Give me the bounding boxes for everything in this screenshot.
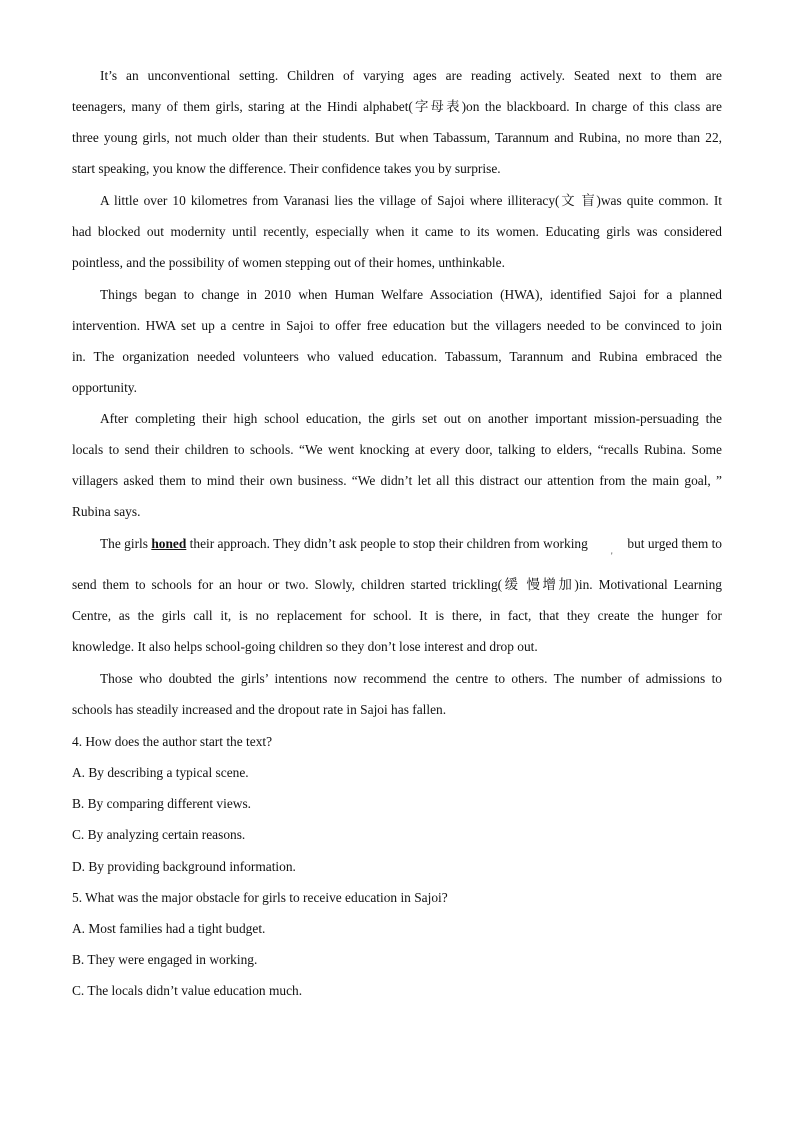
- question-5-option-b[interactable]: B. They were engaged in working.: [72, 952, 258, 967]
- question-4-stem: 4. How does the author start the text?: [72, 734, 273, 749]
- paragraph-1: [72, 60, 722, 184]
- text-line: knowledge. It also helps school-going children so they don’t lose interest and drop out.: [72, 639, 538, 654]
- text-line: pointless, and the possibility of women stepping out of their homes, unthinkable.: [72, 255, 505, 270]
- text-line: had blocked out modernity until recently, especially when it came to its women. Educating girls was considered: [72, 224, 722, 239]
- text-line: start speaking, you know the difference. Their confidence takes you by surprise.: [72, 161, 501, 176]
- text-line: locals to send their children to schools. “We went knocking at every door, talking to elders, “recalls Rubina. Some: [72, 442, 722, 457]
- paragraph-4: [72, 403, 722, 527]
- stray-mark: ': [611, 551, 613, 561]
- text-line: send them to schools for an hour or two. Slowly, children started trickling(缓 慢增加)in. Motivational Learning: [72, 577, 722, 592]
- paragraph-6: [72, 663, 722, 725]
- text-line: After completing their high school education, the girls set out on another important mission-persuading the: [100, 411, 722, 426]
- text-line: schools has steadily increased and the dropout rate in Sajoi has fallen.: [72, 702, 447, 717]
- text-line: in. The organization needed volunteers who valued education. Tabassum, Tarannum and Rubina embraced the: [72, 349, 722, 364]
- paragraph-5: [72, 528, 722, 662]
- text-line: Things began to change in 2010 when Human Welfare Association (HWA), identified Sajoi for a planned: [100, 287, 722, 302]
- text-line: opportunity.: [72, 380, 137, 395]
- text-line: Those who doubted the girls’ intentions now recommend the centre to others. The number of admissions to: [100, 671, 722, 686]
- text-line: intervention. HWA set up a centre in Sajoi to offer free education but the villagers needed to be convinced to join: [72, 318, 722, 333]
- question-4-option-d[interactable]: D. By providing background information.: [72, 859, 296, 874]
- text-line: teenagers, many of them girls, staring at the Hindi alphabet(字母表)on the blackboard. In charge of this class are: [72, 99, 722, 114]
- question-5-option-c[interactable]: C. The locals didn’t value education much.: [72, 983, 303, 998]
- text-line: Centre, as the girls call it, is no replacement for school. It is there, in fact, that they create the hunger for: [72, 608, 722, 623]
- honed-word: honed: [151, 536, 187, 551]
- question-4-option-a[interactable]: A. By describing a typical scene.: [72, 765, 249, 780]
- question-4-option-b[interactable]: B. By comparing different views.: [72, 796, 252, 811]
- paragraph-3: [72, 279, 722, 403]
- line-start: The girls honed their approach. They didn’t ask people to stop their children from working: [100, 536, 588, 551]
- line-end: but urged them to: [627, 536, 722, 551]
- text-line: A little over 10 kilometres from Varanasi lies the village of Sajoi where illiteracy(文 盲)was quite common. It: [100, 193, 722, 208]
- text-line: Rubina says.: [72, 504, 141, 519]
- question-5-stem: 5. What was the major obstacle for girls to receive education in Sajoi?: [72, 890, 448, 905]
- text-line: [72, 528, 722, 559]
- paragraph-2: [72, 185, 722, 278]
- text-line: three young girls, not much older than their students. But when Tabassum, Tarannum and Rubina, no more than 22,: [72, 130, 722, 145]
- text-line: villagers asked them to mind their own business. “We didn’t let all this distract our attention from the main goal, ”: [72, 473, 722, 488]
- text-line: It’s an unconventional setting. Children of varying ages are reading actively. Seated next to them are: [100, 68, 722, 83]
- question-5-option-a[interactable]: A. Most families had a tight budget.: [72, 921, 266, 936]
- question-4-option-c[interactable]: C. By analyzing certain reasons.: [72, 827, 246, 842]
